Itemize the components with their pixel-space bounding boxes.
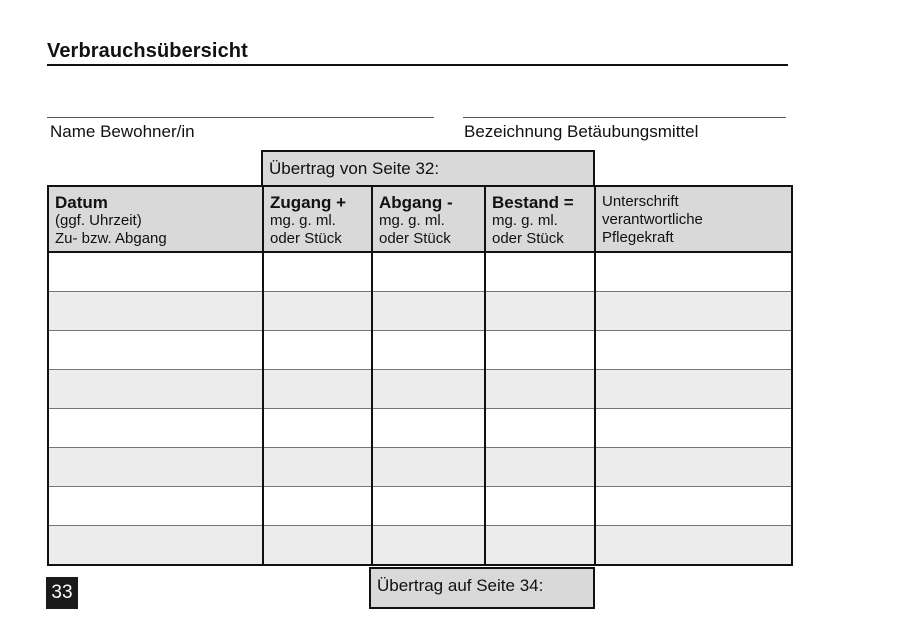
col-header-title: Bestand = (492, 193, 574, 212)
page-number: 33 (46, 577, 78, 609)
bestand-cell[interactable] (485, 487, 595, 526)
datum-cell[interactable] (48, 409, 263, 448)
datum-cell[interactable] (48, 526, 263, 566)
page-title: Verbrauchsübersicht (47, 40, 248, 62)
table-row (48, 409, 792, 448)
signature-cell[interactable] (595, 370, 792, 409)
col-header-sub: Pflegekraft (602, 229, 674, 246)
consumption-table (47, 185, 793, 566)
zugang-cell[interactable] (263, 331, 372, 370)
col-header-sub: Unterschrift (602, 193, 679, 210)
resident-name-line[interactable] (47, 117, 434, 118)
table-row (48, 292, 792, 331)
col-bestand-header (485, 186, 595, 252)
datum-cell[interactable] (48, 448, 263, 487)
col-header-title: Abgang - (379, 193, 453, 212)
signature-cell[interactable] (595, 409, 792, 448)
signature-cell[interactable] (595, 292, 792, 331)
zugang-cell[interactable] (263, 409, 372, 448)
carry-from-label: Übertrag von Seite 32: (269, 159, 440, 178)
abgang-cell[interactable] (372, 292, 485, 331)
table-row (48, 331, 792, 370)
table-row (48, 526, 792, 566)
abgang-cell[interactable] (372, 370, 485, 409)
col-signature-header (595, 186, 792, 252)
datum-cell[interactable] (48, 487, 263, 526)
zugang-cell[interactable] (263, 292, 372, 331)
bestand-cell[interactable] (485, 409, 595, 448)
abgang-cell[interactable] (372, 331, 485, 370)
signature-cell[interactable] (595, 487, 792, 526)
col-header-sub: verantwortliche (602, 211, 703, 228)
signature-cell[interactable] (595, 252, 792, 292)
col-header-sub: mg. g. ml. (379, 212, 445, 229)
bestand-cell[interactable] (485, 448, 595, 487)
datum-cell[interactable] (48, 292, 263, 331)
bestand-cell[interactable] (485, 292, 595, 331)
zugang-cell[interactable] (263, 370, 372, 409)
resident-name-label: Name Bewohner/in (50, 122, 195, 141)
bestand-cell[interactable] (485, 252, 595, 292)
drug-name-label: Bezeichnung Betäubungsmittel (464, 122, 699, 141)
signature-cell[interactable] (595, 448, 792, 487)
signature-cell[interactable] (595, 526, 792, 566)
signature-cell[interactable] (595, 331, 792, 370)
carry-to-box (369, 567, 595, 609)
table-row (48, 370, 792, 409)
zugang-cell[interactable] (263, 252, 372, 292)
table-header-row (48, 186, 792, 252)
abgang-cell[interactable] (372, 526, 485, 566)
col-header-sub: Zu- bzw. Abgang (55, 230, 167, 247)
carry-to-label: Übertrag auf Seite 34: (377, 576, 544, 595)
table-row (48, 487, 792, 526)
bestand-cell[interactable] (485, 331, 595, 370)
col-abgang-header (372, 186, 485, 252)
zugang-cell[interactable] (263, 487, 372, 526)
col-header-title: Zugang + (270, 193, 347, 212)
col-header-sub: oder Stück (492, 230, 564, 247)
col-header-sub: oder Stück (270, 230, 342, 247)
drug-name-line[interactable] (463, 117, 786, 118)
col-header-sub: oder Stück (379, 230, 451, 247)
zugang-cell[interactable] (263, 526, 372, 566)
table-body (48, 252, 792, 565)
datum-cell[interactable] (48, 331, 263, 370)
abgang-cell[interactable] (372, 448, 485, 487)
bestand-cell[interactable] (485, 370, 595, 409)
col-header-sub: (ggf. Uhrzeit) (55, 212, 142, 229)
bestand-cell[interactable] (485, 526, 595, 566)
datum-cell[interactable] (48, 370, 263, 409)
title-divider (47, 64, 788, 66)
abgang-cell[interactable] (372, 487, 485, 526)
col-header-sub: mg. g. ml. (492, 212, 558, 229)
col-header-sub: mg. g. ml. (270, 212, 336, 229)
table-row (48, 252, 792, 292)
col-zugang-header (263, 186, 372, 252)
carry-from-box (261, 150, 595, 187)
abgang-cell[interactable] (372, 409, 485, 448)
col-header-title: Datum (55, 193, 108, 212)
col-datum-header (48, 186, 263, 252)
zugang-cell[interactable] (263, 448, 372, 487)
table-row (48, 448, 792, 487)
datum-cell[interactable] (48, 252, 263, 292)
abgang-cell[interactable] (372, 252, 485, 292)
